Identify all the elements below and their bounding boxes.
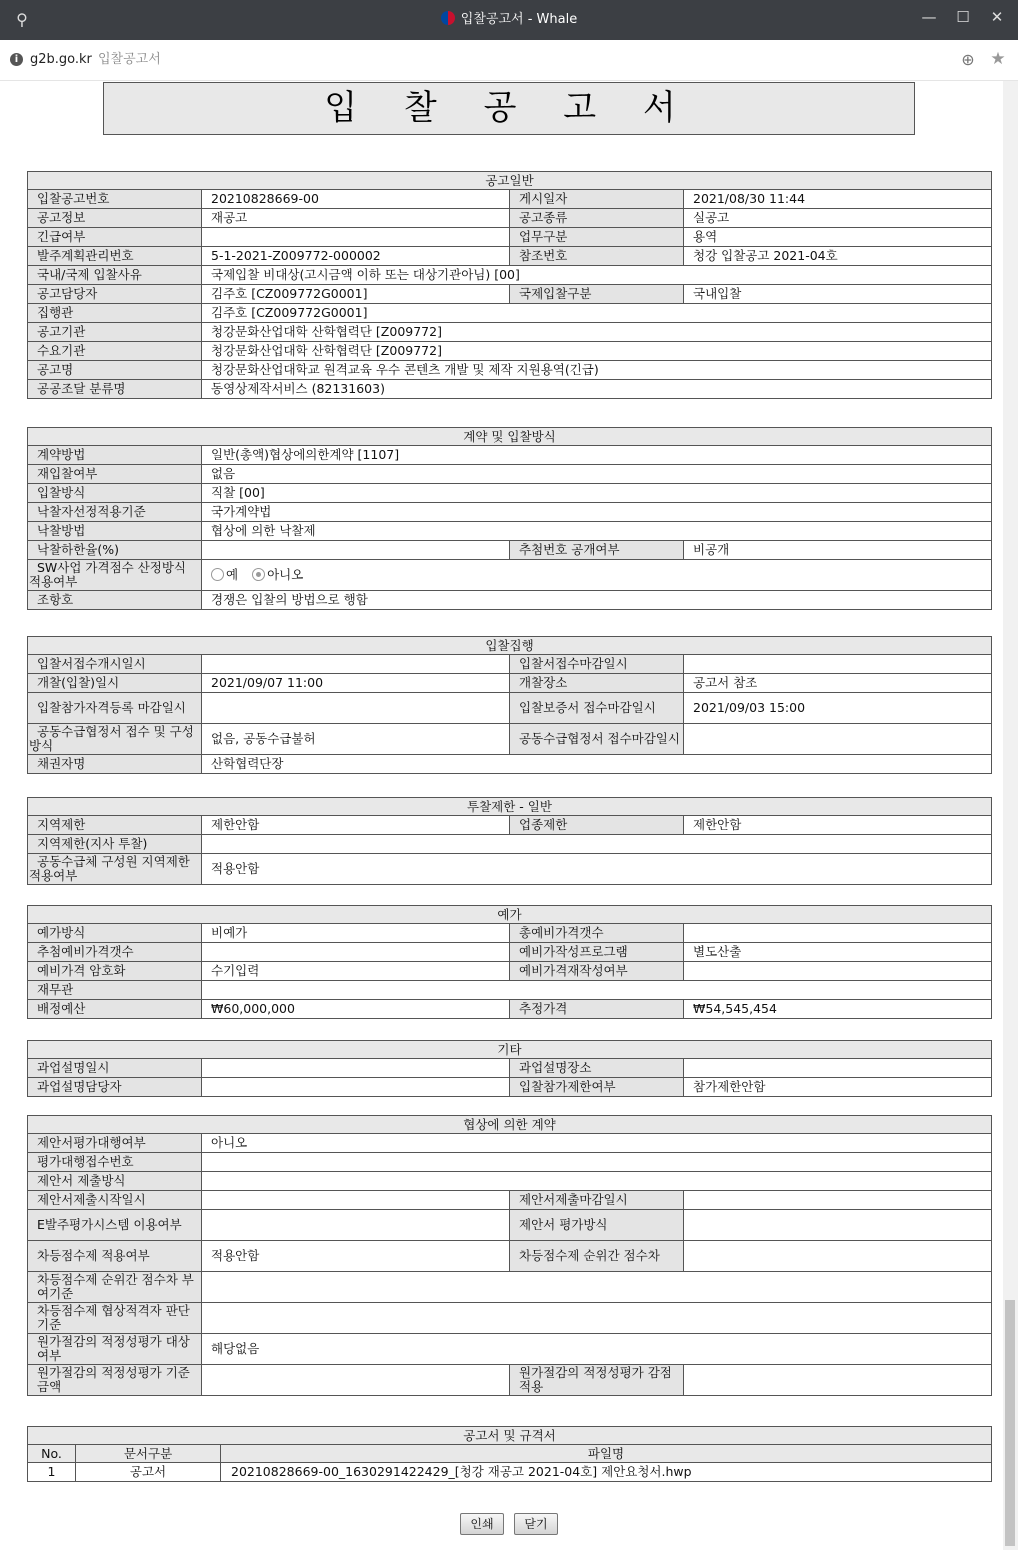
region-value: 제한안함 — [202, 816, 510, 835]
reg-end-value — [202, 693, 510, 724]
window-title-text: 입찰공고서 - Whale — [460, 12, 578, 27]
field-label: 공고명 — [28, 361, 202, 380]
column-header-filename: 파일명 — [221, 1445, 992, 1463]
limit-value: 참가제한안함 — [684, 1078, 992, 1097]
industry-value: 제한안함 — [684, 816, 992, 835]
lottery-value: 비공개 — [684, 541, 992, 560]
section-header: 예가 — [28, 906, 992, 924]
field-label: 게시일자 — [510, 190, 684, 209]
diff-judge-value — [202, 1303, 992, 1334]
field-label: 총예비가격갯수 — [510, 924, 684, 943]
field-label: 공고담당자 — [28, 285, 202, 304]
column-header-no: No. — [28, 1445, 76, 1463]
notice-info-value: 재공고 — [202, 209, 510, 228]
close-button[interactable]: 닫기 — [514, 1513, 558, 1535]
negotiation-table — [27, 1115, 992, 1396]
field-label: 지역제한(지사 투찰) — [28, 835, 202, 854]
post-date-value: 2021/08/30 11:44 — [684, 190, 992, 209]
field-label: 발주계획관리번호 — [28, 247, 202, 266]
submit-method-value — [202, 1172, 992, 1191]
encrypt-value: 수기입력 — [202, 962, 510, 981]
joint-value: 없음, 공동수급불허 — [202, 724, 510, 755]
section-header: 계약 및 입찰방식 — [28, 428, 992, 446]
sw-no-radio[interactable] — [252, 568, 265, 581]
title-bar — [0, 0, 1018, 40]
field-label: 과업설명장소 — [510, 1059, 684, 1078]
field-label: 제안서 평가방식 — [510, 1210, 684, 1241]
field-label: 과업설명일시 — [28, 1059, 202, 1078]
field-label: E발주평가시스템 이용여부 — [28, 1210, 202, 1241]
sw-yes-radio[interactable] — [211, 568, 224, 581]
diff-gap-value — [684, 1241, 992, 1272]
field-label: 공고종류 — [510, 209, 684, 228]
section-header: 투찰제한 - 일반 — [28, 798, 992, 816]
field-label: 국내/국제 입찰사유 — [28, 266, 202, 285]
rewrite-value — [684, 962, 992, 981]
field-label: 제안서 제출방식 — [28, 1172, 202, 1191]
print-button[interactable]: 인쇄 — [460, 1513, 504, 1535]
section-header: 협상에 의한 계약 — [28, 1116, 992, 1134]
pin-icon[interactable]: ⚲ — [16, 10, 28, 29]
field-label: 추정가격 — [510, 1000, 684, 1019]
field-label: 공고기관 — [28, 323, 202, 342]
field-label: 계약방법 — [28, 446, 202, 465]
esys-value — [202, 1210, 510, 1241]
file-no: 1 — [28, 1463, 76, 1482]
window-title — [0, 0, 1018, 40]
field-label: 입찰서접수마감일시 — [510, 655, 684, 674]
field-label: 입찰참가자격등록 마감일시 — [28, 693, 202, 724]
field-label: 조항호 — [28, 591, 202, 610]
field-label: 원가절감의 적정성평가 대상여부 — [28, 1334, 202, 1365]
field-label: 재입찰여부 — [28, 465, 202, 484]
contract-method-value: 일반(총액)협상에의한계약 [1107] — [202, 446, 992, 465]
field-label: 낙찰자선정적용기준 — [28, 503, 202, 522]
execution-table — [27, 636, 992, 774]
clause-value: 경쟁은 입찰의 방법으로 행함 — [202, 591, 992, 610]
zoom-icon[interactable]: ⊕ — [961, 50, 975, 69]
field-label: 낙찰하한율(%) — [28, 541, 202, 560]
restriction-table — [27, 797, 992, 885]
field-label: 국제입찰구분 — [510, 285, 684, 304]
field-label: 입찰방식 — [28, 484, 202, 503]
field-label: 예가방식 — [28, 924, 202, 943]
award-value: 협상에 의한 낙찰제 — [202, 522, 992, 541]
joint-region-value: 적용안함 — [202, 854, 992, 885]
field-label: 배정예산 — [28, 1000, 202, 1019]
bid-method-value: 직찰 [00] — [202, 484, 992, 503]
section-header: 입찰집행 — [28, 637, 992, 655]
field-label: 긴급여부 — [28, 228, 202, 247]
field-label: 과업설명담당자 — [28, 1078, 202, 1097]
price-method-value: 비예가 — [202, 924, 510, 943]
section-header: 공고일반 — [28, 172, 992, 190]
draw-count-value — [202, 943, 510, 962]
contract-table — [27, 427, 992, 610]
table-row — [28, 1463, 992, 1482]
field-label: 입찰참가제한여부 — [510, 1078, 684, 1097]
budget-value: ₩60,000,000 — [202, 1000, 510, 1019]
brief-place-value — [684, 1059, 992, 1078]
field-label: 제안서평가대행여부 — [28, 1134, 202, 1153]
etc-table — [27, 1040, 992, 1097]
field-label: 수요기관 — [28, 342, 202, 361]
field-label: 차등점수제 적용여부 — [28, 1241, 202, 1272]
plan-no-value: 5-1-2021-Z009772-000002 — [202, 247, 510, 266]
intl-type-value: 국내입찰 — [684, 285, 992, 304]
bond-value: 2021/09/03 15:00 — [684, 693, 992, 724]
cost-target-value: 해당없음 — [202, 1334, 992, 1365]
field-label: 공고정보 — [28, 209, 202, 228]
field-label: 업종제한 — [510, 816, 684, 835]
class-value: 동영상제작서비스 (82131603) — [202, 380, 992, 399]
field-label: SW사업 가격점수 산정방식 적용여부 — [28, 560, 202, 591]
whale-logo-icon — [441, 11, 455, 25]
field-label: 제안서제출시작일시 — [28, 1191, 202, 1210]
document-title: 입 찰 공 고 서 — [103, 82, 915, 135]
field-label: 개찰장소 — [510, 674, 684, 693]
diff-value: 적용안함 — [202, 1241, 510, 1272]
address-domain[interactable]: g2b.go.kr — [30, 52, 92, 67]
field-label: 예비가작성프로그램 — [510, 943, 684, 962]
eval-method-value — [684, 1210, 992, 1241]
cost-apply-value — [684, 1365, 992, 1396]
sw-no-label: 아니오 — [267, 567, 304, 582]
field-label: 제안서제출마감일시 — [510, 1191, 684, 1210]
intl-reason-value: 국제입찰 비대상(고시금액 이하 또는 대상기관아님) [00] — [202, 266, 992, 285]
column-header-type: 문서구분 — [76, 1445, 221, 1463]
sw-yes-label: 예 — [226, 567, 239, 582]
brief-date-value — [202, 1059, 510, 1078]
floor-rate-value — [202, 541, 510, 560]
open-place-value: 공고서 참조 — [684, 674, 992, 693]
estimate-value: ₩54,545,454 — [684, 1000, 992, 1019]
field-label: 집행관 — [28, 304, 202, 323]
bid-no-value: 20210828669-00 — [202, 190, 510, 209]
field-label: 추첨예비가격갯수 — [28, 943, 202, 962]
field-label: 추첨번호 공개여부 — [510, 541, 684, 560]
officer-value: 김주호 [CZ009772G0001] — [202, 285, 510, 304]
ref-no-value: 청강 입찰공고 2021-04호 — [684, 247, 992, 266]
section-header: 공고서 및 규격서 — [28, 1427, 992, 1445]
field-label: 예비가격 암호화 — [28, 962, 202, 981]
bookmark-star-icon[interactable]: ★ — [990, 49, 1006, 69]
field-label: 원가절감의 적정성평가 감점적용 — [510, 1365, 684, 1396]
minimize-button[interactable]: — — [921, 8, 937, 26]
field-label: 차등점수제 순위간 점수차 부여기준 — [28, 1272, 202, 1303]
field-label: 공동수급체 구성원 지역제한적용여부 — [28, 854, 202, 885]
submit-end-value — [684, 1191, 992, 1210]
field-label: 예비가격재작성여부 — [510, 962, 684, 981]
field-label: 낙찰방법 — [28, 522, 202, 541]
field-label: 개찰(입찰)일시 — [28, 674, 202, 693]
total-count-value — [684, 924, 992, 943]
recv-end-value — [684, 655, 992, 674]
sw-radio-group — [202, 560, 992, 591]
program-value: 별도산출 — [684, 943, 992, 962]
field-label: 업무구분 — [510, 228, 684, 247]
notice-name-value: 청강문화산업대학교 원격교육 우수 콘텐츠 개발 및 제작 지원용역(긴급) — [202, 361, 992, 380]
close-window-button[interactable]: ✕ — [990, 8, 1004, 26]
field-label: 입찰공고번호 — [28, 190, 202, 209]
executor-value: 김주호 [CZ009772G0001] — [202, 304, 992, 323]
address-page-title: 입찰공고서 — [98, 52, 161, 67]
brief-person-value — [202, 1078, 510, 1097]
field-label: 참조번호 — [510, 247, 684, 266]
field-label: 지역제한 — [28, 816, 202, 835]
urgent-value — [202, 228, 510, 247]
field-label: 공공조달 분류명 — [28, 380, 202, 399]
agency-value: 청강문화산업대학 산학협력단 [Z009772] — [202, 323, 992, 342]
info-icon[interactable]: i — [10, 53, 23, 66]
field-label: 공동수급협정서 접수마감일시 — [510, 724, 684, 755]
proxy-no-value — [202, 1153, 992, 1172]
notice-type-value: 실공고 — [684, 209, 992, 228]
open-date-value: 2021/09/07 11:00 — [202, 674, 510, 693]
branch-value — [202, 835, 992, 854]
cost-amount-value — [202, 1365, 510, 1396]
field-label: 평가대행접수번호 — [28, 1153, 202, 1172]
general-table — [27, 171, 992, 399]
submit-start-value — [202, 1191, 510, 1210]
field-label: 원가절감의 적정성평가 기준금액 — [28, 1365, 202, 1396]
file-name-link[interactable]: 20210828669-00_1630291422429_[청강 재공고 2021-04호] 제안요청서.hwp — [221, 1463, 992, 1482]
creditor-value: 산학협력단장 — [202, 755, 992, 774]
maximize-button[interactable]: ☐ — [956, 8, 970, 26]
field-label: 공동수급협정서 접수 및 구성방식 — [28, 724, 202, 755]
proxy-value: 아니오 — [202, 1134, 992, 1153]
field-label: 입찰보증서 접수마감일시 — [510, 693, 684, 724]
file-type: 공고서 — [76, 1463, 221, 1482]
joint-end-value — [684, 724, 992, 755]
finance-value — [202, 981, 992, 1000]
recv-start-value — [202, 655, 510, 674]
scrollbar-thumb[interactable] — [1005, 1300, 1015, 1546]
rebid-value: 없음 — [202, 465, 992, 484]
biz-type-value: 용역 — [684, 228, 992, 247]
diff-basis-value — [202, 1272, 992, 1303]
criteria-value: 국가계약법 — [202, 503, 992, 522]
field-label: 입찰서접수개시일시 — [28, 655, 202, 674]
files-table — [27, 1426, 992, 1482]
price-table — [27, 905, 992, 1019]
field-label: 채권자명 — [28, 755, 202, 774]
field-label: 차등점수제 순위간 점수차 — [510, 1241, 684, 1272]
address-bar — [0, 40, 1018, 81]
field-label: 재무관 — [28, 981, 202, 1000]
field-label: 차등점수제 협상적격자 판단기준 — [28, 1303, 202, 1334]
section-header: 기타 — [28, 1041, 992, 1059]
demand-value: 청강문화산업대학 산학협력단 [Z009772] — [202, 342, 992, 361]
